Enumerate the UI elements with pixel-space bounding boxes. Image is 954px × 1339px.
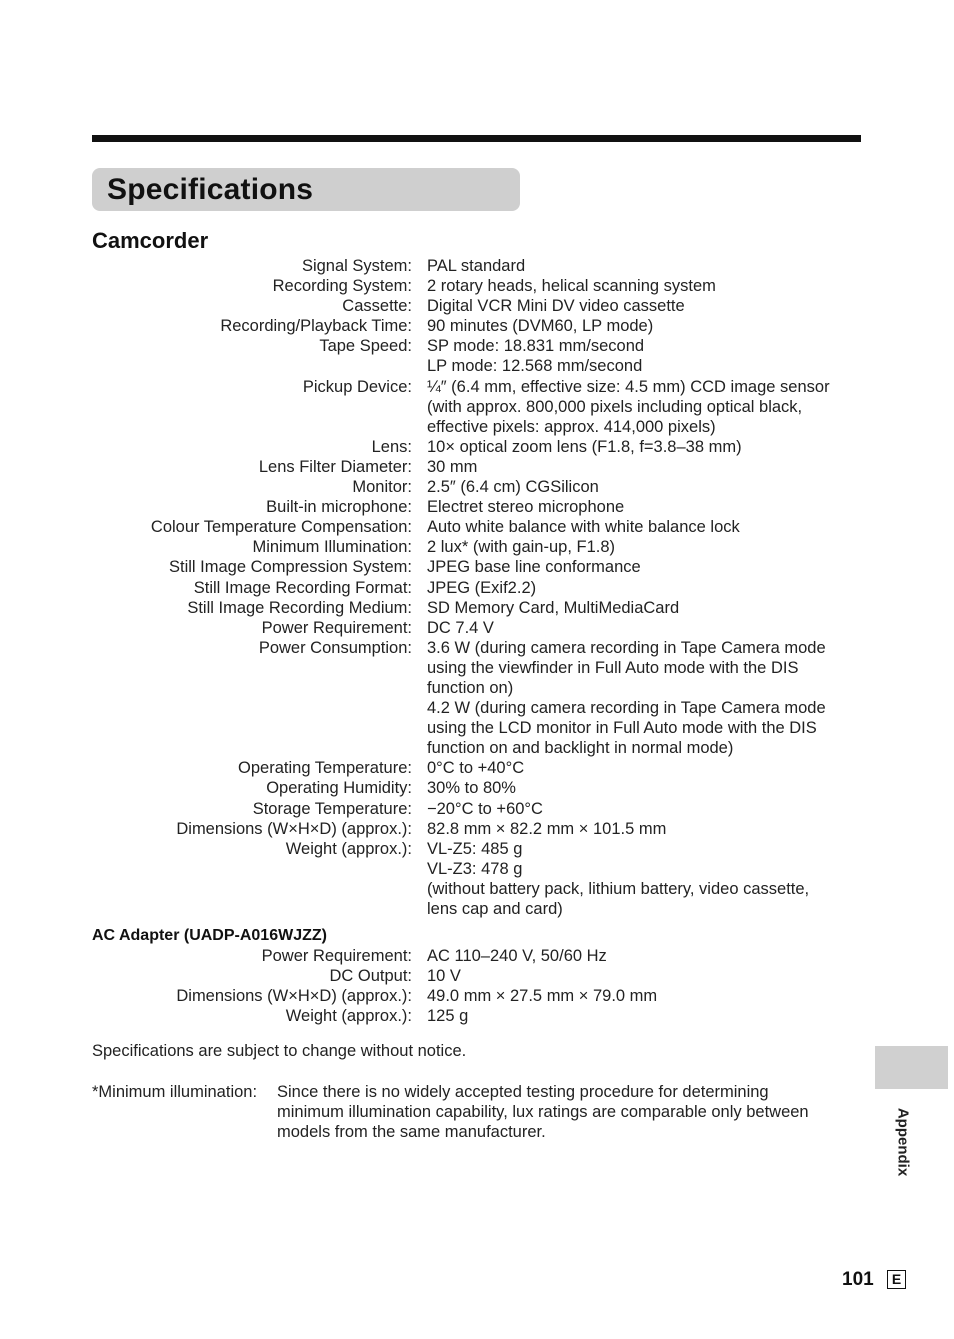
spec-label: Dimensions (W×H×D) (approx.): (176, 819, 412, 838)
spec-values (427, 336, 872, 376)
spec-label: Recording/Playback Time: (220, 317, 412, 336)
spec-label: Still Image Recording Format: (193, 578, 412, 597)
spec-label: Recording System: (272, 277, 412, 296)
spec-label: Minimum Illumination: (252, 538, 412, 557)
spec-values (427, 618, 872, 638)
spec-row (92, 557, 872, 577)
spec-row (92, 618, 872, 638)
spec-value: function on) (427, 678, 514, 697)
spec-label: Operating Temperature: (238, 759, 412, 778)
spec-row (92, 296, 872, 316)
spec-value: 125 g (427, 1007, 469, 1026)
spec-value: effective pixels: approx. 414,000 pixels) (427, 417, 716, 436)
spec-label: Still Image Recording Medium: (187, 598, 412, 617)
language-badge: E (887, 1270, 906, 1289)
change-notice: Specifications are subject to change without notice. (92, 1042, 467, 1060)
spec-value: 10× optical zoom lens (F1.8, f=3.8–38 mm) (427, 437, 742, 456)
spec-label: Cassette: (342, 297, 412, 316)
spec-values (427, 578, 872, 598)
spec-value: DC 7.4 V (427, 618, 494, 637)
footnote-label: *Minimum illumination: (92, 1083, 258, 1101)
spec-values (427, 758, 872, 778)
spec-values (427, 839, 872, 919)
spec-value: Digital VCR Mini DV video cassette (427, 297, 685, 316)
spec-row (92, 598, 872, 618)
spec-row (92, 966, 872, 986)
spec-row (92, 517, 872, 537)
spec-value: −20°C to +60°C (427, 799, 543, 818)
side-tab-marker (875, 1046, 948, 1089)
ac-adapter-heading: AC Adapter (UADP-A016WJZZ) (92, 927, 327, 944)
spec-value: Electret stereo microphone (427, 498, 625, 517)
spec-row (92, 316, 872, 336)
spec-row (92, 477, 872, 497)
spec-value: ¼″ (6.4 mm, effective size: 4.5 mm) CCD image sensor (427, 377, 830, 396)
spec-values (427, 537, 872, 557)
spec-label: Power Requirement: (261, 618, 412, 637)
footnote-line: minimum illumination capability, lux ratings are comparable only between (277, 1103, 809, 1122)
camcorder-spec-table (92, 256, 872, 919)
spec-value: (with approx. 800,000 pixels including optical black, (427, 397, 803, 416)
spec-row (92, 497, 872, 517)
spec-values (427, 437, 872, 457)
spec-value: AC 110–240 V, 50/60 Hz (427, 947, 607, 965)
spec-value: using the viewfinder in Full Auto mode with the DIS (427, 658, 799, 677)
title-banner (92, 168, 520, 211)
spec-values (427, 377, 872, 437)
spec-row (92, 457, 872, 477)
spec-label: Dimensions (W×H×D) (approx.): (176, 987, 412, 1006)
spec-row (92, 578, 872, 598)
spec-label: Tape Speed: (319, 337, 412, 356)
spec-value: 2 lux* (with gain-up, F1.8) (427, 538, 616, 557)
spec-label: Colour Temperature Compensation: (150, 518, 412, 537)
footnote (92, 1082, 809, 1142)
spec-value: PAL standard (427, 257, 526, 275)
spec-value: 2.5″ (6.4 cm) CGSilicon (427, 478, 599, 497)
spec-value: (without battery pack, lithium battery, video cassette, (427, 879, 810, 898)
appendix-label: Appendix (894, 1107, 912, 1177)
spec-label: Still Image Compression System: (169, 558, 412, 577)
spec-row (92, 437, 872, 457)
spec-values (427, 966, 872, 986)
spec-row (92, 758, 872, 778)
spec-values (427, 256, 872, 276)
spec-row (92, 377, 872, 437)
spec-label: Power Requirement: (261, 947, 412, 965)
spec-label: Weight (approx.): (285, 1007, 412, 1026)
spec-value: LP mode: 12.568 mm/second (427, 357, 643, 376)
spec-value: 30% to 80% (427, 779, 516, 798)
spec-label: Lens Filter Diameter: (258, 457, 412, 476)
spec-row (92, 946, 872, 966)
spec-row (92, 799, 872, 819)
footnote-line: models from the same manufacturer. (277, 1123, 546, 1142)
spec-values (427, 1006, 872, 1026)
spec-row (92, 1006, 872, 1026)
spec-values (427, 799, 872, 819)
spec-value: SP mode: 18.831 mm/second (427, 337, 645, 356)
spec-label: Monitor: (352, 478, 412, 497)
spec-value: JPEG (Exif2.2) (427, 578, 537, 597)
spec-values (427, 497, 872, 517)
page-number: 101 (842, 1269, 874, 1290)
spec-values (427, 276, 872, 296)
spec-row (92, 336, 872, 376)
spec-value: 30 mm (427, 457, 478, 476)
spec-label: Lens: (371, 437, 412, 456)
spec-row (92, 839, 872, 919)
spec-row (92, 638, 872, 759)
spec-label: Pickup Device: (302, 377, 412, 396)
spec-label: DC Output: (329, 967, 412, 986)
spec-value: 4.2 W (during camera recording in Tape Camera mode (427, 699, 826, 718)
spec-value: 3.6 W (during camera recording in Tape Camera mode (427, 638, 826, 657)
spec-value: function on and backlight in normal mode) (427, 739, 734, 758)
spec-values (427, 316, 872, 336)
spec-value: using the LCD monitor in Full Auto mode with the DIS (427, 719, 817, 738)
spec-label: Weight (approx.): (285, 839, 412, 858)
spec-row (92, 256, 872, 276)
spec-label: Power Consumption: (258, 638, 412, 657)
spec-value: VL-Z3: 478 g (427, 859, 523, 878)
spec-values (427, 638, 872, 759)
spec-row (92, 276, 872, 296)
spec-value: 49.0 mm × 27.5 mm × 79.0 mm (427, 987, 658, 1006)
spec-values (427, 819, 872, 839)
spec-label: Signal System: (301, 257, 412, 275)
spec-value: VL-Z5: 485 g (427, 839, 523, 858)
top-rule (92, 135, 861, 142)
spec-values (427, 598, 872, 618)
ac-adapter-spec-table (92, 946, 872, 1026)
spec-values (427, 477, 872, 497)
spec-values (427, 946, 872, 966)
spec-values (427, 986, 872, 1006)
section-heading-camcorder: Camcorder (92, 228, 209, 253)
spec-value: Auto white balance with white balance lock (427, 518, 740, 537)
spec-values (427, 778, 872, 798)
spec-row (92, 986, 872, 1006)
spec-values (427, 517, 872, 537)
spec-row (92, 537, 872, 557)
spec-row (92, 778, 872, 798)
appendix-tab (886, 1102, 920, 1182)
spec-value: JPEG base line conformance (427, 558, 641, 577)
spec-value: 0°C to +40°C (427, 759, 525, 778)
spec-value: 82.8 mm × 82.2 mm × 101.5 mm (427, 819, 667, 838)
spec-value: 90 minutes (DVM60, LP mode) (427, 317, 654, 336)
footnote-text (262, 1082, 809, 1142)
spec-label: Storage Temperature: (252, 799, 412, 818)
spec-value: SD Memory Card, MultiMediaCard (427, 598, 680, 617)
spec-value: lens cap and card) (427, 900, 563, 918)
spec-label: Built-in microphone: (266, 498, 412, 517)
footnote-line: Since there is no widely accepted testing procedure for determining (277, 1083, 769, 1101)
spec-values (427, 557, 872, 577)
spec-values (427, 296, 872, 316)
spec-values (427, 457, 872, 477)
spec-row (92, 819, 872, 839)
spec-value: 10 V (427, 967, 461, 986)
spec-label: Operating Humidity: (266, 779, 412, 798)
page-title: Specifications (107, 173, 314, 206)
spec-value: 2 rotary heads, helical scanning system (427, 277, 716, 296)
